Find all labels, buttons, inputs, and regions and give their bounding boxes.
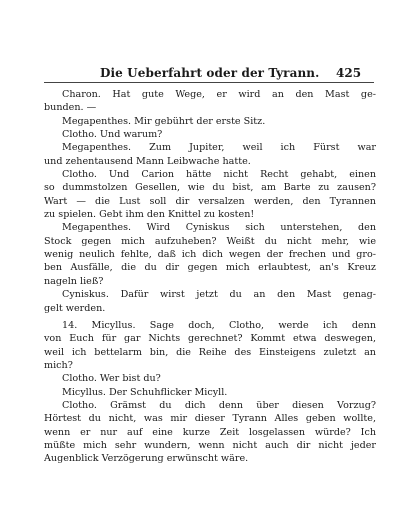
text-line: Megapenthes. Zum Jupiter, weil ich Fürst war bbox=[62, 142, 376, 154]
text-line: zu spielen. Gebt ihm den Knittel zu kosten! bbox=[44, 209, 255, 221]
running-header: Die Ueberfahrt oder der Tyrann. bbox=[100, 66, 320, 80]
text-line: Hörtest du nicht, was mir dieser Tyrann Alles geben wollte, bbox=[44, 413, 376, 425]
text-line: wenn er nur auf eine kurze Zeit losgelassen würde? Ich bbox=[44, 426, 376, 438]
text-line: gelt werden. bbox=[44, 302, 106, 314]
text-line: Megapenthes. Mir gebührt der erste Sitz. bbox=[62, 115, 266, 127]
text-body bbox=[44, 88, 376, 466]
text-line: Clotho. Grämst du dich denn über diesen Vorzug? bbox=[62, 399, 376, 411]
text-line: Clotho. Und warum? bbox=[62, 129, 163, 141]
text-line: Cyniskus. Dafür wirst jetzt du an den Mast genag- bbox=[62, 289, 376, 301]
header-rule bbox=[44, 82, 374, 83]
text-line: mich? bbox=[44, 359, 73, 371]
text-line: und zehentausend Mann Leibwache hatte. bbox=[44, 155, 251, 167]
section-start-line: 14. Micyllus. Sage doch, Clotho, werde ich denn bbox=[62, 319, 376, 331]
text-line: nageln ließ? bbox=[44, 275, 104, 287]
page-number: 425 bbox=[336, 66, 362, 80]
text-line: Clotho. Wer bist du? bbox=[62, 373, 161, 385]
text-line: von Euch für gar Nichts gerechnet? Kommt etwa deswegen, bbox=[44, 333, 376, 345]
text-line: Megapenthes. Wird Cyniskus sich unterstehen, den bbox=[62, 222, 376, 234]
text-line: wenig neulich fehlte, daß ich dich wegen der frechen und gro- bbox=[44, 249, 376, 261]
text-line: ben Ausfälle, die du dir gegen mich erlaubtest, an's Kreuz bbox=[44, 262, 376, 274]
text-line: so dummstolzen Gesellen, wie du bist, am Barte zu zausen? bbox=[44, 182, 376, 194]
text-line: müßte mich sehr wundern, wenn nicht auch dir nicht jeder bbox=[44, 439, 376, 451]
text-line: Charon. Hat gute Wege, er wird an den Mast ge- bbox=[62, 89, 376, 100]
text-line: Stock gegen mich aufzuheben? Weißt du nicht mehr, wie bbox=[44, 235, 376, 247]
text-line: Wart — die Lust soll dir versalzen werden, den Tyrannen bbox=[44, 195, 376, 207]
text-line: Clotho. Und Carion hätte nicht Recht gehabt, einen bbox=[62, 169, 376, 181]
text-line: bunden. — bbox=[44, 102, 97, 114]
text-line: Augenblick Verzögerung erwünscht wäre. bbox=[44, 453, 249, 465]
text-line: weil ich bettelarm bin, die Reihe des Einsteigens zuletzt an bbox=[44, 346, 376, 358]
text-line: Micyllus. Der Schuhflicker Micyll. bbox=[62, 386, 228, 398]
